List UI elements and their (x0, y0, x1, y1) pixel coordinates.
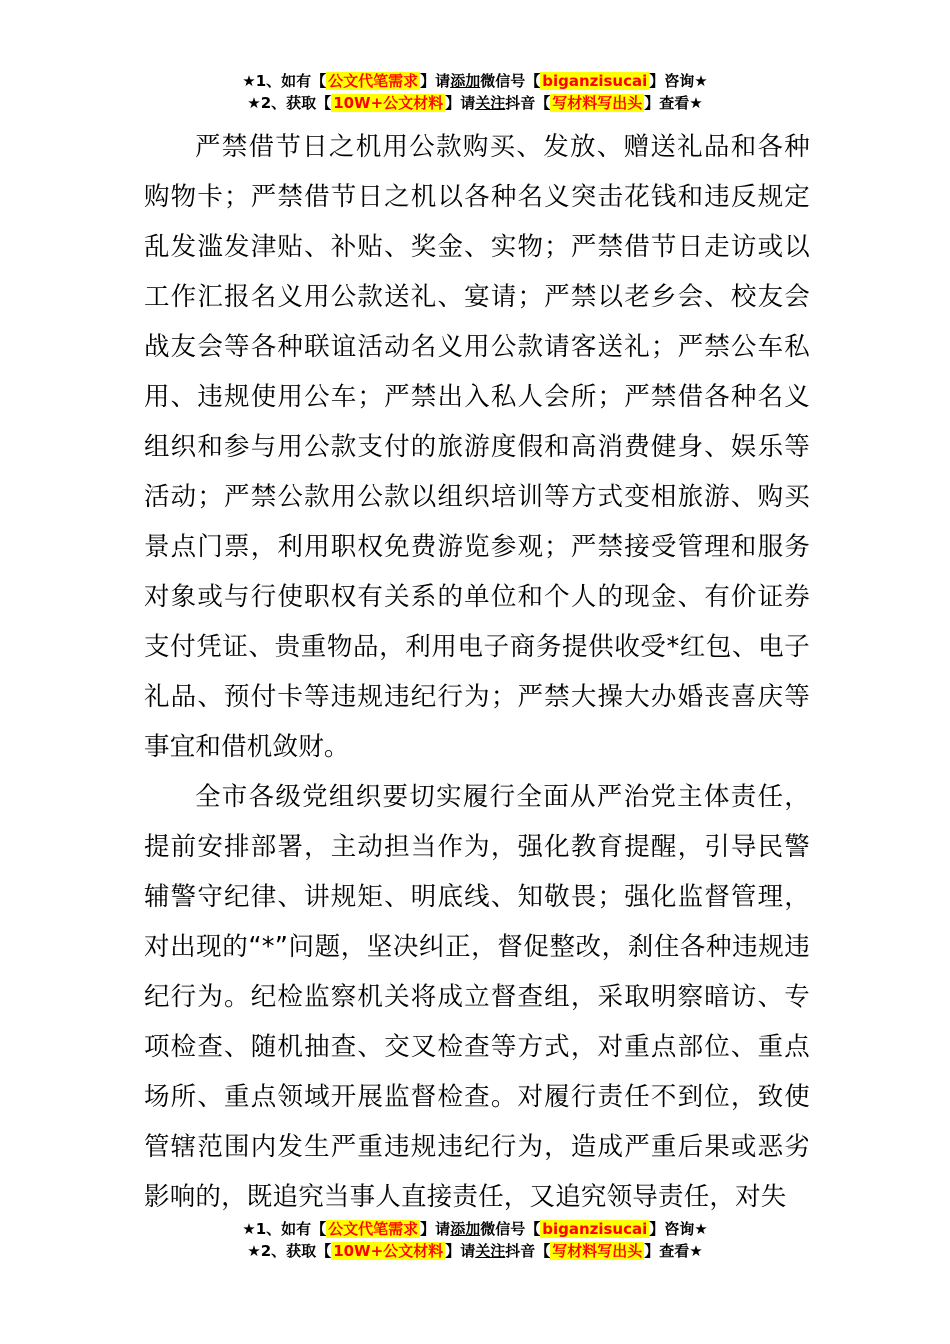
banner-text: 】咨询★ (649, 1220, 708, 1238)
banner-line-2 (0, 1240, 950, 1262)
banner-text: 】查看★ (644, 94, 703, 112)
highlight-writing-service: 公文代笔需求 (328, 72, 419, 90)
underlined-text: 添加 (450, 1220, 481, 1238)
banner-text: 】请 (420, 72, 451, 90)
header-banner (0, 70, 950, 114)
underlined-text: 添加 (450, 72, 481, 90)
document-body (144, 122, 810, 1222)
footer-banner (0, 1218, 950, 1262)
underlined-text: 关注 (475, 1242, 506, 1260)
banner-line-1 (0, 70, 950, 92)
banner-text: 】咨询★ (649, 72, 708, 90)
banner-text: 】请 (445, 1242, 476, 1260)
banner-text: ★1、如有【 (242, 72, 327, 90)
underlined-text: 关注 (475, 94, 506, 112)
paragraph-responsibilities: 全市各级党组织要切实履行全面从严治党主体责任，提前安排部署，主动担当作为，强化教育提醒，引导民警辅警守纪律、讲规矩、明底线、知敬畏；强化监督管理，对出现的“*”问题，坚决纠正，督促整改，刹住各种违规违纪行为。纪检监察机关将成立督查组，采取明察暗访、专项检查、随机抽查、交叉检查等方式，对重点部位、重点场所、重点领域开展监督检查。对履行责任不到位，致使管辖范围内发生严重违规违纪行为，造成严重后果或恶劣影响的，既追究当事人直接责任，又追究领导责任，对失 (144, 782, 810, 1212)
banner-text: 抖音【 (505, 94, 551, 112)
highlight-douyin-account: 写材料写出头 (552, 1242, 643, 1260)
paragraph-prohibitions: 严禁借节日之机用公款购买、发放、赠送礼品和各种购物卡；严禁借节日之机以各种名义突击花钱和违反规定乱发滥发津贴、补贴、奖金、实物；严禁借节日走访或以工作汇报名义用公款送礼、宴请；严禁以老乡会、校友会战友会等各种联谊活动名义用公款请客送礼；严禁公车私用、违规使用公车；严禁出入私人会所；严禁借各种名义组织和参与用公款支付的旅游度假和高消费健身、娱乐等活动；严禁公款用公款以组织培训等方式变相旅游、购买景点门票，利用职权免费游览参观；严禁接受管理和服务对象或与行使职权有关系的单位和个人的现金、有价证券支付凭证、贵重物品，利用电子商务提供收受*红包、电子礼品、预付卡等违规违纪行为；严禁大操大办婚丧喜庆等事宜和借机敛财。 (144, 132, 810, 762)
banner-text: ★2、获取【 (247, 94, 332, 112)
banner-text: 抖音【 (505, 1242, 551, 1260)
highlight-wechat-id: biganzisucai (542, 1220, 648, 1238)
banner-text: ★2、获取【 (247, 1242, 332, 1260)
banner-text: 】查看★ (644, 1242, 703, 1260)
highlight-materials: 10W+公文材料 (333, 1242, 444, 1260)
highlight-materials: 10W+公文材料 (333, 94, 444, 112)
banner-text: 】请 (445, 94, 476, 112)
banner-text: 微信号【 (480, 72, 541, 90)
banner-text: 微信号【 (480, 1220, 541, 1238)
banner-line-2 (0, 92, 950, 114)
highlight-douyin-account: 写材料写出头 (552, 94, 643, 112)
banner-text: ★1、如有【 (242, 1220, 327, 1238)
highlight-writing-service: 公文代笔需求 (328, 1220, 419, 1238)
highlight-wechat-id: biganzisucai (542, 72, 648, 90)
banner-line-1 (0, 1218, 950, 1240)
banner-text: 】请 (420, 1220, 451, 1238)
